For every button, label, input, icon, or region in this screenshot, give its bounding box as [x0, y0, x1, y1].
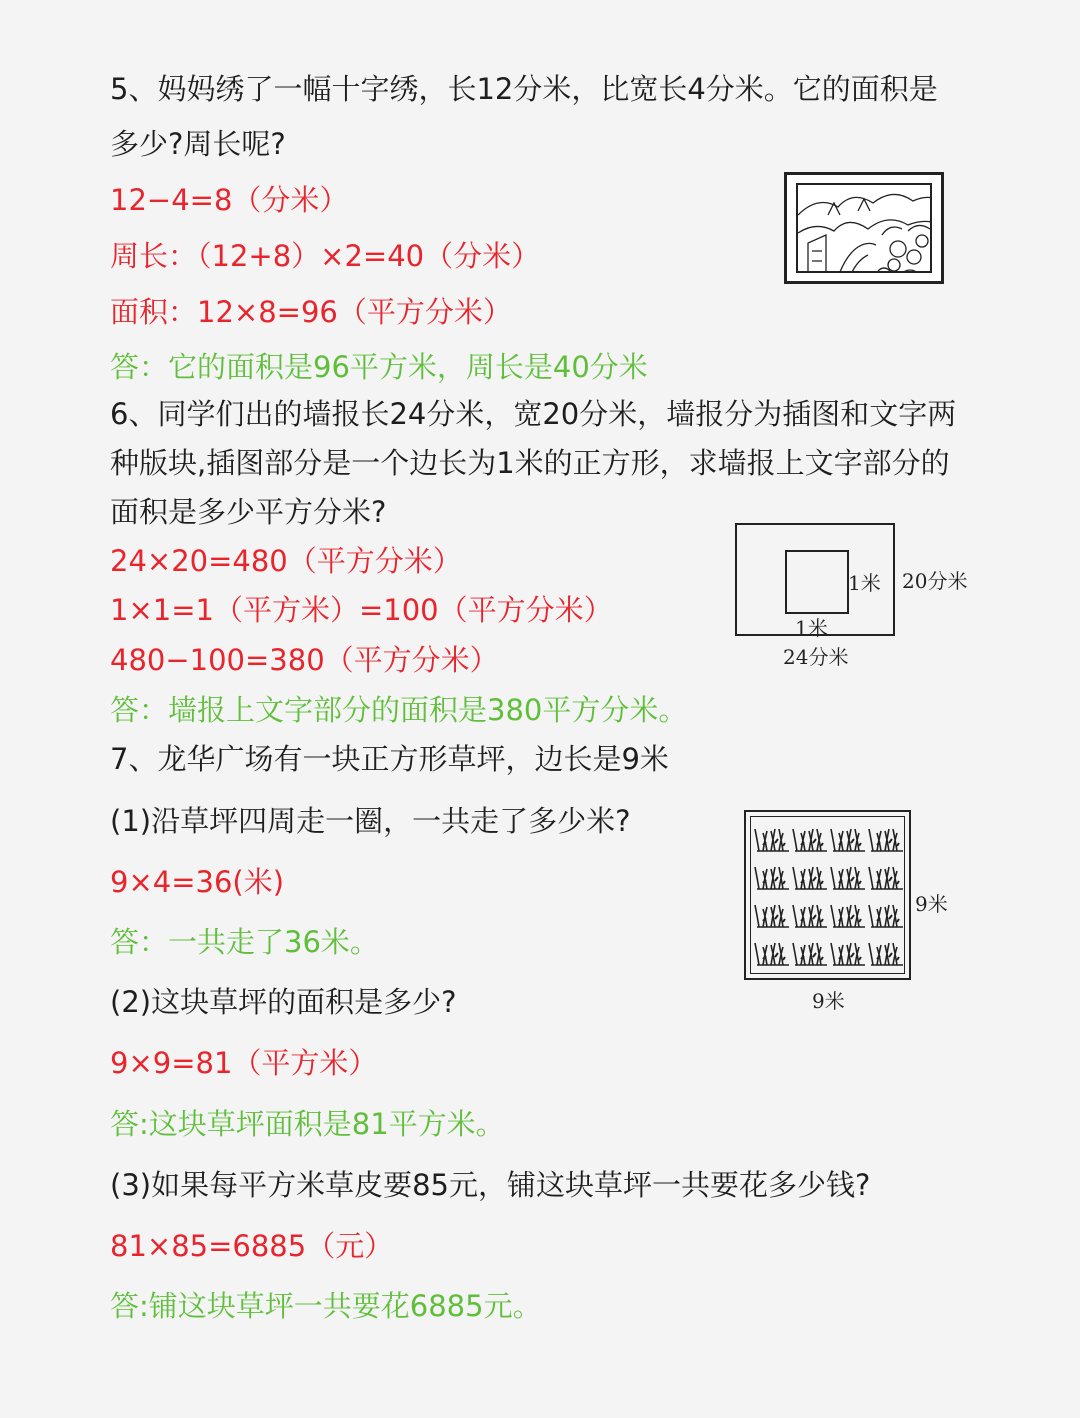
- grass-tuft-icon: [755, 829, 789, 851]
- grass-tuft-icon: [755, 905, 789, 927]
- q7-part2-answer: 答:这块草坪面积是81平方米。: [110, 1107, 505, 1141]
- q6-step-2: 1×1=1（平方米）=100（平方分米）: [110, 593, 613, 627]
- q5-answer: 答：它的面积是96平方米，周长是40分米: [110, 350, 648, 384]
- q5-text-line1: 5、妈妈绣了一幅十字绣，长12分米，比宽长4分米。它的面积是: [110, 72, 938, 106]
- q7-part1-answer: 答：一共走了36米。: [110, 925, 379, 959]
- cross-stitch-picture: [784, 172, 944, 284]
- q6-step-3: 480−100=380（平方分米）: [110, 643, 499, 677]
- label-poster-width: 24分米: [783, 645, 849, 669]
- q6-step-1: 24×20=480（平方分米）: [110, 544, 462, 578]
- q6-text-line3: 面积是多少平方分米?: [110, 495, 387, 529]
- q7-part3-step: 81×85=6885（元）: [110, 1229, 394, 1263]
- q6-text-line1: 6、同学们出的墙报长24分米，宽20分米，墙报分为插图和文字两: [110, 397, 957, 431]
- grass-tuft-icon: [755, 943, 789, 965]
- label-lawn-bottom: 9米: [812, 989, 845, 1013]
- q5-step-1: 12−4=8（分米）: [110, 183, 349, 217]
- lawn-diagram: [744, 810, 911, 980]
- label-poster-height: 20分米: [902, 569, 968, 593]
- grass-tuft-icon: [831, 943, 865, 965]
- grass-tuft-icon: [755, 867, 789, 889]
- grass-tuft-icon: [869, 867, 903, 889]
- q7-part1-step: 9×4=36(米): [110, 865, 285, 899]
- q5-text-line2: 多少?周长呢?: [110, 127, 286, 161]
- grass-tuft-icon: [831, 829, 865, 851]
- grass-tuft-icon: [831, 905, 865, 927]
- grass-tuft-icon: [793, 867, 827, 889]
- q6-answer: 答：墙报上文字部分的面积是380平方分米。: [110, 693, 688, 727]
- grass-tuft-icon: [869, 829, 903, 851]
- q7-part2-question: (2)这块草坪的面积是多少?: [110, 985, 457, 1019]
- grass-tuft-icon: [869, 943, 903, 965]
- label-square-side: 1米: [848, 571, 881, 595]
- q5-step-2: 周长：（12+8）×2=40（分米）: [110, 239, 541, 273]
- q7-part2-step: 9×9=81（平方米）: [110, 1046, 378, 1080]
- grass-tuft-icon: [793, 905, 827, 927]
- illustration-square: [785, 550, 849, 614]
- q7-part3-question: (3)如果每平方米草皮要85元，铺这块草坪一共要花多少钱?: [110, 1168, 871, 1202]
- landscape-sketch: [798, 185, 932, 273]
- q5-step-3: 面积：12×8=96（平方分米）: [110, 295, 512, 329]
- grass-tuft-icon: [831, 867, 865, 889]
- label-lawn-right: 9米: [915, 892, 948, 916]
- q7-title: 7、龙华广场有一块正方形草坪，边长是9米: [110, 742, 669, 776]
- q7-part1-question: (1)沿草坪四周走一圈，一共走了多少米?: [110, 804, 631, 838]
- grass-tuft-icon: [793, 943, 827, 965]
- q7-part3-answer: 答:铺这块草坪一共要花6885元。: [110, 1289, 542, 1323]
- label-square-bottom: 1米: [795, 616, 828, 640]
- q6-text-line2: 种版块,插图部分是一个边长为1米的正方形，求墙报上文字部分的: [110, 446, 950, 480]
- grass-tuft-icon: [793, 829, 827, 851]
- grass-tufts: [751, 817, 907, 976]
- grass-tuft-icon: [869, 905, 903, 927]
